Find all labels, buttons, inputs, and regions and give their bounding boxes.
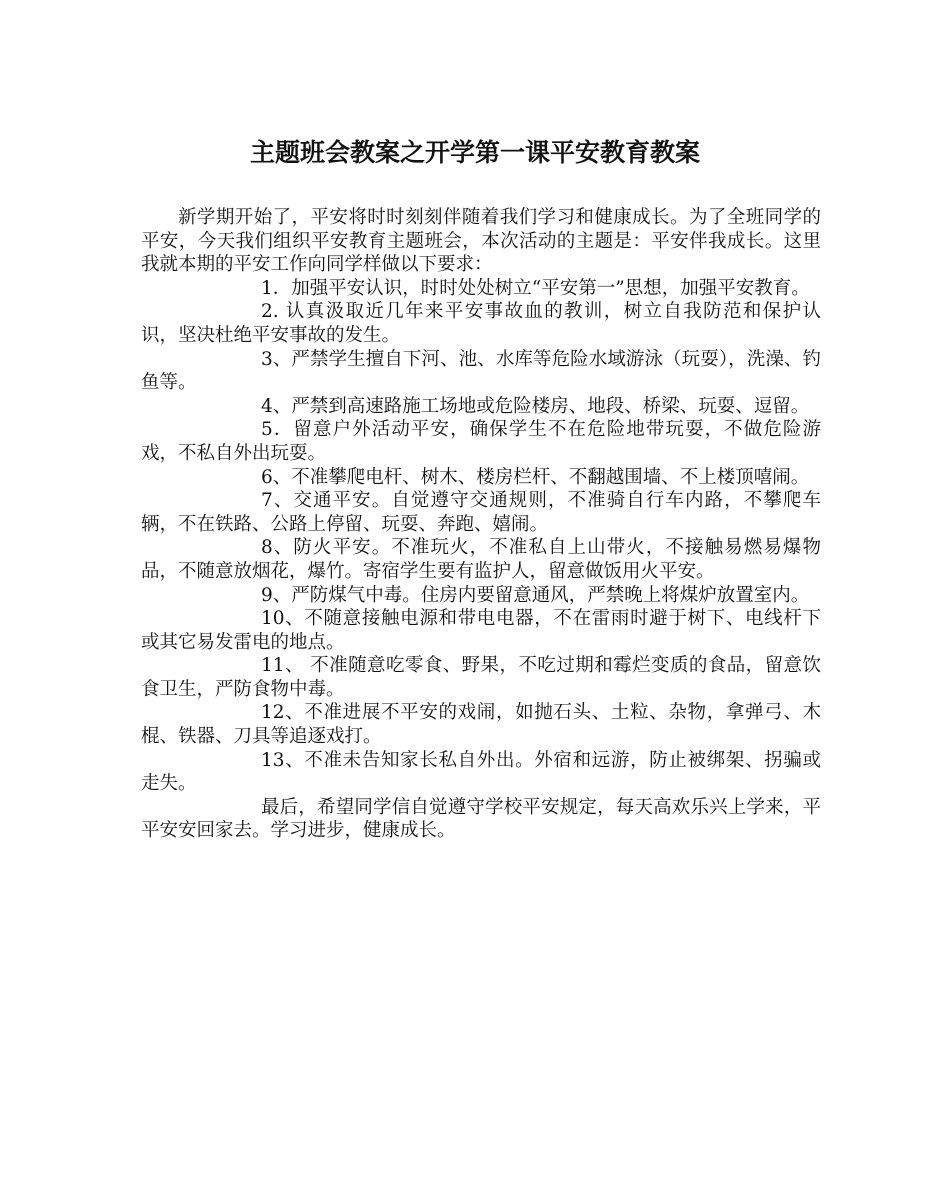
closing-paragraph: 最后，希望同学信自觉遵守学校平安规定，每天高欢乐兴上学来，平平安安回家去。学习进步，健康成长。 bbox=[141, 796, 821, 842]
document-body bbox=[141, 206, 821, 843]
requirement-item-3: 3、严禁学生擅自下河、池、水库等危险水域游泳（玩耍），洗澡、钓鱼等。 bbox=[141, 348, 821, 394]
requirement-item-12: 12、不准进展不平安的戏闹，如抛石头、土粒、杂物，拿弹弓、木棍、铁器、刀具等追逐戏打。 bbox=[141, 702, 821, 748]
requirement-item-4: 4、严禁到高速路施工场地或危险楼房、地段、桥梁、玩耍、逗留。 bbox=[261, 395, 810, 417]
requirement-item-5: 5．留意户外活动平安，确保学生不在危险地带玩耍，不做危险游戏，不私自外出玩耍。 bbox=[141, 419, 821, 464]
requirement-item-8: 8、防火平安。不准玩火，不准私自上山带火，不接触易燃易爆物品，不随意放烟花，爆竹。寄宿学生要有监护人，留意做饭用火平安。 bbox=[141, 537, 821, 582]
intro-paragraph: 新学期开始了，平安将时时刻刻伴随着我们学习和健康成长。为了全班同学的平安，今天我们组织平安教育主题班会，本次活动的主题是：平安伴我成长。这里我就本期的平安工作向同学样做以下要求： bbox=[141, 207, 821, 276]
requirement-item-1: 1．加强平安认识，时时处处树立“平安第一”思想，加强平安教育。 bbox=[261, 277, 810, 299]
requirement-item-6: 6、不准攀爬电杆、树木、楼房栏杆、不翻越围墙、不上楼顶嘻闹。 bbox=[261, 466, 810, 488]
requirement-item-13: 13、不准未告知家长私自外出。外宿和远游，防止被绑架、拐骗或走失。 bbox=[141, 749, 821, 795]
document-title: 主题班会教案之开学第一课平安教育教案 bbox=[249, 138, 700, 167]
requirement-item-7: 7、交通平安。自觉遵守交通规则，不准骑自行车内路，不攀爬车辆，不在铁路、公路上停留、玩耍、奔跑、嬉闹。 bbox=[141, 490, 821, 535]
requirement-item-2: 2. 认真汲取近几年来平安事故血的教训，树立自我防范和保护认识，坚决杜绝平安事故的发生。 bbox=[141, 301, 821, 346]
requirement-item-11: 11、 不准随意吃零食、野果，不吃过期和霉烂变质的食品，留意饮食卫生，严防食物中毒。 bbox=[141, 655, 821, 700]
requirement-item-10: 10、不随意接触电源和带电电器，不在雷雨时避于树下、电线杆下或其它易发雷电的地点。 bbox=[141, 608, 821, 653]
requirement-item-9: 9、严防煤气中毒。住房内要留意通风，严禁晚上将煤炉放置室内。 bbox=[261, 584, 810, 606]
